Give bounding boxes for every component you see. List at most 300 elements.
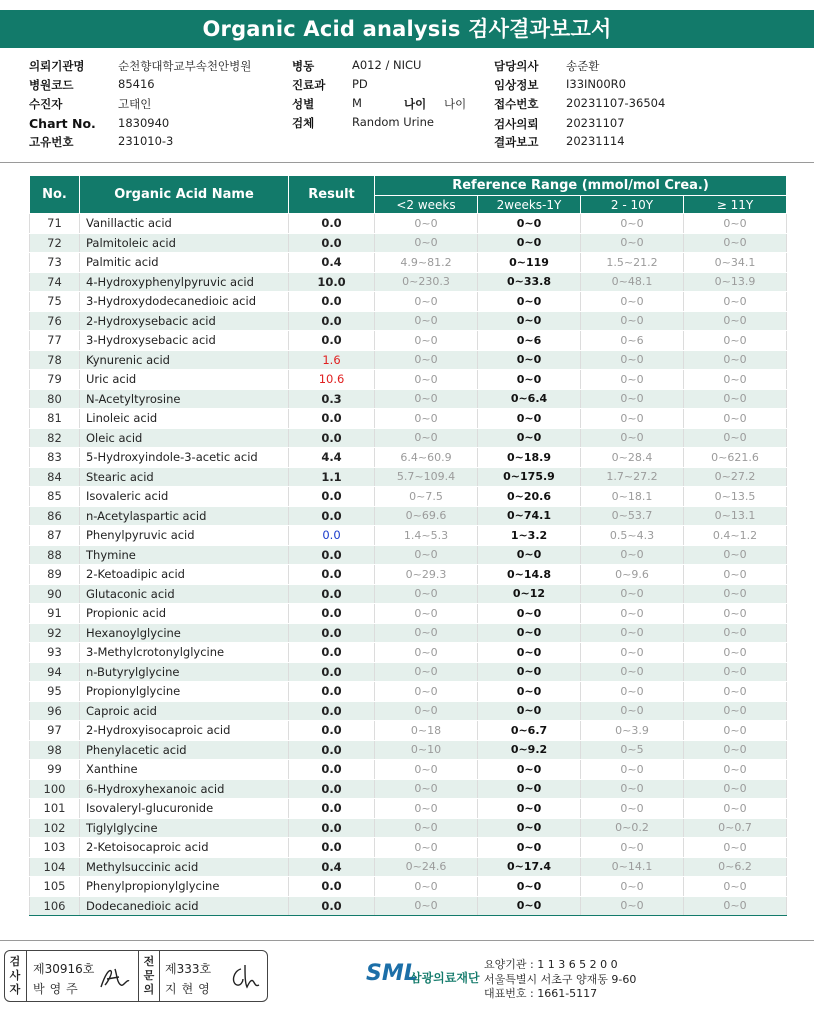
table-row xyxy=(30,233,787,253)
row-range-2w-1y: 0~17.4 xyxy=(478,857,581,877)
row-range-lt2w: 0~0 xyxy=(375,818,478,838)
row-range-2w-1y: 0~6.4 xyxy=(478,389,581,409)
doctor-value: 송준환 xyxy=(566,59,600,73)
row-range-2-10y: 0~0 xyxy=(581,662,684,682)
row-no: 86 xyxy=(30,506,80,526)
table-row xyxy=(30,545,787,565)
specimen-value: Random Urine xyxy=(352,115,434,129)
reviewer-label: 전문의 xyxy=(143,955,155,996)
sig-divider xyxy=(159,951,160,1001)
row-no: 94 xyxy=(30,662,80,682)
signature-box xyxy=(4,950,268,1002)
row-range-2w-1y: 0~0 xyxy=(478,623,581,643)
clinical-value: I33IN00R0 xyxy=(566,77,626,91)
age-value: 나이 xyxy=(444,97,467,111)
row-result: 0.0 xyxy=(289,643,375,663)
table-row xyxy=(30,253,787,273)
row-acid-name: Methylsuccinic acid xyxy=(80,857,289,877)
table-row xyxy=(30,721,787,741)
header-name: Organic Acid Name xyxy=(80,176,289,214)
row-result: 0.0 xyxy=(289,584,375,604)
row-range-ge11y: 0~621.6 xyxy=(684,448,787,468)
row-result: 0.0 xyxy=(289,565,375,585)
row-result: 0.0 xyxy=(289,545,375,565)
row-result: 10.0 xyxy=(289,272,375,292)
row-no: 71 xyxy=(30,214,80,234)
row-range-lt2w: 0~0 xyxy=(375,214,478,234)
row-no: 72 xyxy=(30,233,80,253)
header-range-ge11y: ≥ 11Y xyxy=(684,196,787,214)
row-range-2w-1y: 0~0 xyxy=(478,760,581,780)
row-range-2-10y: 0~0 xyxy=(581,604,684,624)
row-no: 80 xyxy=(30,389,80,409)
row-acid-name: 2-Hydroxyisocaproic acid xyxy=(80,721,289,741)
row-range-ge11y: 0~6.2 xyxy=(684,857,787,877)
row-acid-name: Propionylglycine xyxy=(80,682,289,702)
row-no: 101 xyxy=(30,799,80,819)
examiner-license: 제30916호 xyxy=(33,962,95,976)
sig-divider xyxy=(138,951,139,1001)
row-range-2w-1y: 0~0 xyxy=(478,643,581,663)
row-result: 0.0 xyxy=(289,526,375,546)
row-acid-name: 5-Hydroxyindole-3-acetic acid xyxy=(80,448,289,468)
row-range-lt2w: 0~0 xyxy=(375,350,478,370)
row-range-2w-1y: 0~9.2 xyxy=(478,740,581,760)
row-range-2-10y: 0~0.2 xyxy=(581,818,684,838)
row-range-2w-1y: 0~0 xyxy=(478,838,581,858)
table-row xyxy=(30,467,787,487)
row-range-2w-1y: 0~0 xyxy=(478,682,581,702)
row-range-lt2w: 0~0 xyxy=(375,584,478,604)
clinical-label: 임상정보 xyxy=(494,78,539,92)
row-range-2-10y: 0~0 xyxy=(581,877,684,897)
row-range-2-10y: 0~5 xyxy=(581,740,684,760)
row-range-ge11y: 0~0 xyxy=(684,721,787,741)
ward-label: 병동 xyxy=(292,59,315,73)
row-acid-name: 3-Hydroxydodecanedioic acid xyxy=(80,292,289,312)
row-range-2-10y: 0~0 xyxy=(581,292,684,312)
reviewer-name: 지현영 xyxy=(165,982,215,996)
row-acid-name: 2-Hydroxysebacic acid xyxy=(80,311,289,331)
header-range-lt2w: <2 weeks xyxy=(375,196,478,214)
row-range-2w-1y: 0~12 xyxy=(478,584,581,604)
row-acid-name: n-Acetylaspartic acid xyxy=(80,506,289,526)
row-acid-name: Tiglylglycine xyxy=(80,818,289,838)
row-range-lt2w: 0~0 xyxy=(375,545,478,565)
row-no: 89 xyxy=(30,565,80,585)
examiner-name: 박영주 xyxy=(33,982,83,996)
row-acid-name: 3-Methylcrotonylglycine xyxy=(80,643,289,663)
row-range-ge11y: 0~0 xyxy=(684,565,787,585)
header-range-2-10y: 2 - 10Y xyxy=(581,196,684,214)
row-range-2-10y: 0~0 xyxy=(581,623,684,643)
row-range-lt2w: 0~29.3 xyxy=(375,565,478,585)
table-row xyxy=(30,565,787,585)
table-row xyxy=(30,448,787,468)
row-range-2-10y: 0~0 xyxy=(581,584,684,604)
table-row xyxy=(30,526,787,546)
row-range-2w-1y: 0~0 xyxy=(478,779,581,799)
phone: 대표번호 : 1661-5117 xyxy=(484,987,598,1000)
row-range-ge11y: 0~27.2 xyxy=(684,467,787,487)
row-acid-name: 2-Ketoisocaproic acid xyxy=(80,838,289,858)
row-range-2-10y: 0~0 xyxy=(581,896,684,916)
chart-value: 1830940 xyxy=(118,116,170,130)
hospital-code-value: 85416 xyxy=(118,77,155,91)
row-result: 0.0 xyxy=(289,487,375,507)
patient-info xyxy=(0,56,814,156)
row-range-ge11y: 0~0 xyxy=(684,701,787,721)
specimen-label: 검체 xyxy=(292,116,315,130)
row-range-2w-1y: 0~0 xyxy=(478,545,581,565)
row-no: 75 xyxy=(30,292,80,312)
row-range-lt2w: 0~0 xyxy=(375,760,478,780)
receipt-value: 20231107-36504 xyxy=(566,96,666,110)
row-range-2-10y: 0~6 xyxy=(581,331,684,351)
table-row xyxy=(30,389,787,409)
row-result: 0.0 xyxy=(289,292,375,312)
row-acid-name: Stearic acid xyxy=(80,467,289,487)
row-range-2w-1y: 0~18.9 xyxy=(478,448,581,468)
row-result: 0.0 xyxy=(289,896,375,916)
row-acid-name: Linoleic acid xyxy=(80,409,289,429)
row-acid-name: Thymine xyxy=(80,545,289,565)
row-result: 0.0 xyxy=(289,623,375,643)
table-row xyxy=(30,272,787,292)
row-range-lt2w: 0~0 xyxy=(375,779,478,799)
row-range-2-10y: 0~0 xyxy=(581,409,684,429)
row-range-lt2w: 0~0 xyxy=(375,409,478,429)
request-label: 검사의뢰 xyxy=(494,117,539,131)
row-result: 0.0 xyxy=(289,779,375,799)
header-no: No. xyxy=(30,176,80,214)
row-result: 0.0 xyxy=(289,409,375,429)
row-range-ge11y: 0~13.1 xyxy=(684,506,787,526)
row-range-lt2w: 1.4~5.3 xyxy=(375,526,478,546)
table-row xyxy=(30,877,787,897)
row-result: 0.0 xyxy=(289,662,375,682)
row-result: 0.0 xyxy=(289,506,375,526)
results-table xyxy=(29,175,787,916)
header-range-2w-1y: 2weeks-1Y xyxy=(478,196,581,214)
row-range-ge11y: 0~0 xyxy=(684,233,787,253)
row-result: 10.6 xyxy=(289,370,375,390)
row-range-2-10y: 0~0 xyxy=(581,233,684,253)
row-range-2w-1y: 0~14.8 xyxy=(478,565,581,585)
care-code: 요양기관 : 1 1 3 6 5 2 0 0 xyxy=(484,958,618,971)
row-no: 92 xyxy=(30,623,80,643)
row-no: 104 xyxy=(30,857,80,877)
results-body xyxy=(30,214,787,916)
row-range-2w-1y: 0~175.9 xyxy=(478,467,581,487)
row-range-2w-1y: 0~0 xyxy=(478,428,581,448)
row-range-2-10y: 0~0 xyxy=(581,701,684,721)
row-range-2w-1y: 0~0 xyxy=(478,292,581,312)
table-row xyxy=(30,682,787,702)
row-range-2w-1y: 0~0 xyxy=(478,662,581,682)
row-range-2w-1y: 0~0 xyxy=(478,604,581,624)
row-range-lt2w: 0~0 xyxy=(375,701,478,721)
row-range-ge11y: 0~0 xyxy=(684,643,787,663)
row-range-lt2w: 4.9~81.2 xyxy=(375,253,478,273)
row-acid-name: N-Acetyltyrosine xyxy=(80,389,289,409)
table-row xyxy=(30,838,787,858)
examiner-signature-icon xyxy=(97,965,133,991)
row-range-lt2w: 0~0 xyxy=(375,896,478,916)
row-range-2-10y: 0.5~4.3 xyxy=(581,526,684,546)
request-value: 20231107 xyxy=(566,116,625,130)
row-range-2-10y: 0~0 xyxy=(581,682,684,702)
row-range-2-10y: 0~0 xyxy=(581,428,684,448)
row-range-lt2w: 0~0 xyxy=(375,682,478,702)
institution-label: 의뢰기관명 xyxy=(29,59,85,73)
row-range-2-10y: 0~0 xyxy=(581,799,684,819)
row-range-2-10y: 1.5~21.2 xyxy=(581,253,684,273)
row-range-lt2w: 5.7~109.4 xyxy=(375,467,478,487)
row-range-ge11y: 0~0 xyxy=(684,779,787,799)
table-row xyxy=(30,604,787,624)
row-range-ge11y: 0~0 xyxy=(684,760,787,780)
result-date-label: 결과보고 xyxy=(494,135,539,149)
row-acid-name: 4-Hydroxyphenylpyruvic acid xyxy=(80,272,289,292)
row-no: 106 xyxy=(30,896,80,916)
row-range-ge11y: 0~0 xyxy=(684,604,787,624)
row-result: 0.4 xyxy=(289,857,375,877)
row-range-2-10y: 0~0 xyxy=(581,779,684,799)
row-range-ge11y: 0~0 xyxy=(684,877,787,897)
table-row xyxy=(30,779,787,799)
row-range-2-10y: 0~0 xyxy=(581,311,684,331)
row-range-ge11y: 0~0 xyxy=(684,389,787,409)
row-no: 78 xyxy=(30,350,80,370)
row-range-2w-1y: 0~0 xyxy=(478,233,581,253)
row-range-lt2w: 0~69.6 xyxy=(375,506,478,526)
row-result: 0.0 xyxy=(289,682,375,702)
unique-label: 고유번호 xyxy=(29,135,74,149)
row-range-2w-1y: 0~0 xyxy=(478,701,581,721)
row-range-lt2w: 0~0 xyxy=(375,389,478,409)
row-result: 0.0 xyxy=(289,331,375,351)
row-range-ge11y: 0~0 xyxy=(684,428,787,448)
row-range-2-10y: 1.7~27.2 xyxy=(581,467,684,487)
row-range-2-10y: 0~0 xyxy=(581,545,684,565)
row-range-2w-1y: 0~33.8 xyxy=(478,272,581,292)
row-range-2w-1y: 0~0 xyxy=(478,877,581,897)
row-range-2-10y: 0~18.1 xyxy=(581,487,684,507)
row-range-ge11y: 0~0 xyxy=(684,896,787,916)
row-result: 0.0 xyxy=(289,838,375,858)
row-result: 0.0 xyxy=(289,799,375,819)
row-no: 76 xyxy=(30,311,80,331)
patient-value: 고태인 xyxy=(118,97,152,111)
row-no: 82 xyxy=(30,428,80,448)
table-row xyxy=(30,584,787,604)
sml-logo-mark: SML xyxy=(366,961,418,986)
table-row xyxy=(30,487,787,507)
table-row xyxy=(30,370,787,390)
row-range-lt2w: 0~10 xyxy=(375,740,478,760)
row-result: 0.0 xyxy=(289,428,375,448)
table-row xyxy=(30,350,787,370)
row-no: 81 xyxy=(30,409,80,429)
row-acid-name: 6-Hydroxyhexanoic acid xyxy=(80,779,289,799)
row-range-2-10y: 0~0 xyxy=(581,643,684,663)
row-range-lt2w: 0~0 xyxy=(375,838,478,858)
dept-label: 진료과 xyxy=(292,78,326,92)
row-range-ge11y: 0~0 xyxy=(684,682,787,702)
doctor-label: 담당의사 xyxy=(494,59,539,73)
row-no: 100 xyxy=(30,779,80,799)
header-reference: Reference Range (mmol/mol Crea.) xyxy=(375,176,787,196)
table-row xyxy=(30,662,787,682)
row-range-2w-1y: 0~0 xyxy=(478,409,581,429)
row-acid-name: Glutaconic acid xyxy=(80,584,289,604)
row-acid-name: n-Butyrylglycine xyxy=(80,662,289,682)
age-label: 나이 xyxy=(404,97,427,111)
row-result: 0.0 xyxy=(289,877,375,897)
table-row xyxy=(30,760,787,780)
table-row xyxy=(30,428,787,448)
row-range-ge11y: 0~34.1 xyxy=(684,253,787,273)
sex-label: 성별 xyxy=(292,97,315,111)
row-result: 1.1 xyxy=(289,467,375,487)
row-no: 87 xyxy=(30,526,80,546)
row-range-ge11y: 0~13.5 xyxy=(684,487,787,507)
row-no: 102 xyxy=(30,818,80,838)
row-acid-name: 3-Hydroxysebacic acid xyxy=(80,331,289,351)
row-no: 95 xyxy=(30,682,80,702)
row-range-2-10y: 0~9.6 xyxy=(581,565,684,585)
row-result: 4.4 xyxy=(289,448,375,468)
table-row xyxy=(30,409,787,429)
unique-value: 231010-3 xyxy=(118,134,174,148)
row-range-ge11y: 0~0 xyxy=(684,370,787,390)
row-acid-name: Propionic acid xyxy=(80,604,289,624)
row-result: 0.0 xyxy=(289,740,375,760)
row-result: 0.0 xyxy=(289,311,375,331)
header-divider xyxy=(0,162,814,163)
row-no: 74 xyxy=(30,272,80,292)
table-row xyxy=(30,701,787,721)
row-range-lt2w: 0~0 xyxy=(375,662,478,682)
row-range-2w-1y: 0~0 xyxy=(478,214,581,234)
row-acid-name: Kynurenic acid xyxy=(80,350,289,370)
footer-divider xyxy=(0,940,814,941)
row-range-lt2w: 0~0 xyxy=(375,799,478,819)
row-range-ge11y: 0~13.9 xyxy=(684,272,787,292)
row-result: 0.0 xyxy=(289,214,375,234)
row-no: 91 xyxy=(30,604,80,624)
table-row xyxy=(30,506,787,526)
receipt-label: 접수번호 xyxy=(494,97,539,111)
row-range-ge11y: 0~0 xyxy=(684,292,787,312)
row-acid-name: Phenylacetic acid xyxy=(80,740,289,760)
row-range-2w-1y: 0~0 xyxy=(478,311,581,331)
table-row xyxy=(30,331,787,351)
row-range-2-10y: 0~0 xyxy=(581,760,684,780)
row-range-2w-1y: 0~0 xyxy=(478,370,581,390)
row-acid-name: Oleic acid xyxy=(80,428,289,448)
row-range-ge11y: 0~0 xyxy=(684,584,787,604)
row-range-2-10y: 0~0 xyxy=(581,214,684,234)
row-range-2w-1y: 0~119 xyxy=(478,253,581,273)
row-acid-name: Xanthine xyxy=(80,760,289,780)
table-row xyxy=(30,740,787,760)
examiner-label: 검사자 xyxy=(9,955,21,996)
sig-divider xyxy=(26,951,27,1001)
row-range-lt2w: 0~230.3 xyxy=(375,272,478,292)
reviewer-signature-icon xyxy=(227,963,263,991)
row-result: 0.0 xyxy=(289,701,375,721)
row-range-2w-1y: 0~0 xyxy=(478,799,581,819)
row-range-ge11y: 0~0.7 xyxy=(684,818,787,838)
row-range-lt2w: 0~0 xyxy=(375,292,478,312)
patient-label: 수진자 xyxy=(29,97,63,111)
hospital-code-label: 병원코드 xyxy=(29,78,74,92)
row-range-2w-1y: 1~3.2 xyxy=(478,526,581,546)
row-no: 98 xyxy=(30,740,80,760)
row-range-2-10y: 0~0 xyxy=(581,370,684,390)
row-no: 79 xyxy=(30,370,80,390)
row-result: 0.0 xyxy=(289,233,375,253)
row-no: 77 xyxy=(30,331,80,351)
row-no: 93 xyxy=(30,643,80,663)
row-no: 97 xyxy=(30,721,80,741)
organization-contact xyxy=(484,958,636,1002)
row-no: 73 xyxy=(30,253,80,273)
table-row xyxy=(30,311,787,331)
row-range-lt2w: 0~0 xyxy=(375,428,478,448)
row-range-lt2w: 0~24.6 xyxy=(375,857,478,877)
row-result: 0.4 xyxy=(289,253,375,273)
ward-value: A012 / NICU xyxy=(352,58,422,72)
row-result: 1.6 xyxy=(289,350,375,370)
row-acid-name: Palmitic acid xyxy=(80,253,289,273)
row-acid-name: Uric acid xyxy=(80,370,289,390)
row-range-ge11y: 0~0 xyxy=(684,409,787,429)
table-row xyxy=(30,818,787,838)
row-range-ge11y: 0~0 xyxy=(684,838,787,858)
row-range-2w-1y: 0~6.7 xyxy=(478,721,581,741)
row-no: 83 xyxy=(30,448,80,468)
row-result: 0.0 xyxy=(289,818,375,838)
row-range-ge11y: 0~0 xyxy=(684,740,787,760)
row-no: 103 xyxy=(30,838,80,858)
row-result: 0.0 xyxy=(289,760,375,780)
address: 서울특별시 서초구 양재동 9-60 xyxy=(484,972,637,986)
row-no: 99 xyxy=(30,760,80,780)
row-range-lt2w: 0~0 xyxy=(375,233,478,253)
row-range-ge11y: 0~0 xyxy=(684,545,787,565)
row-range-lt2w: 0~0 xyxy=(375,604,478,624)
row-range-2w-1y: 0~6 xyxy=(478,331,581,351)
result-date-value: 20231114 xyxy=(566,134,625,148)
table-row xyxy=(30,643,787,663)
row-range-2w-1y: 0~0 xyxy=(478,350,581,370)
row-acid-name: Isovaleric acid xyxy=(80,487,289,507)
row-range-lt2w: 0~0 xyxy=(375,623,478,643)
row-range-ge11y: 0~0 xyxy=(684,331,787,351)
row-range-ge11y: 0~0 xyxy=(684,799,787,819)
reviewer-license: 제333호 xyxy=(165,962,212,976)
chart-label: Chart No. xyxy=(29,116,96,131)
row-range-lt2w: 0~0 xyxy=(375,331,478,351)
table-row xyxy=(30,896,787,916)
row-range-lt2w: 0~0 xyxy=(375,877,478,897)
row-range-2-10y: 0~3.9 xyxy=(581,721,684,741)
row-range-lt2w: 0~18 xyxy=(375,721,478,741)
organization-name: 삼광의료재단 xyxy=(410,971,480,985)
